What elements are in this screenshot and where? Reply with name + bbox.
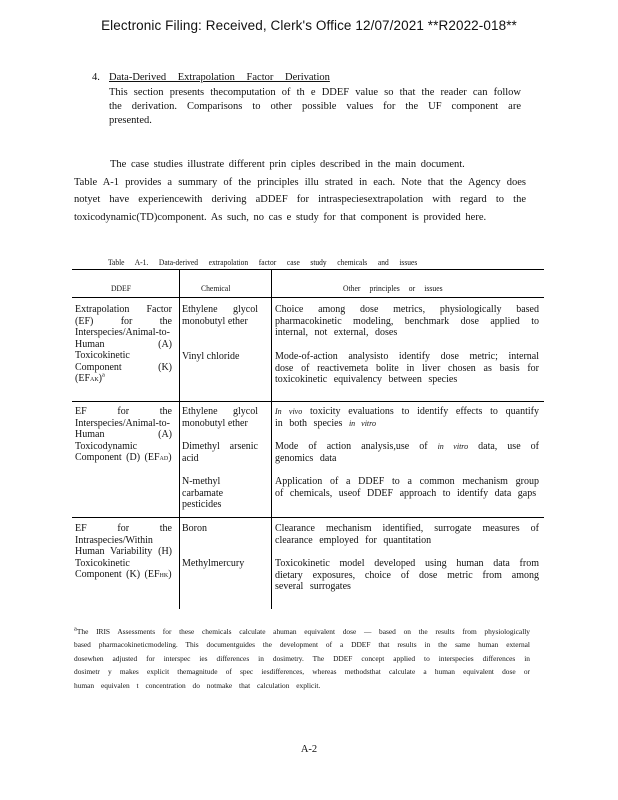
column-header-ddef: DDEF (111, 283, 131, 293)
table-cell-other: Choice among dose metrics, physiologically based pharmacokinetic modeling, benchmark dose applied to internal, not external, doses (275, 304, 539, 338)
table-cell-chemical: Ethylene glycol monobutyl ether (182, 304, 258, 327)
table-cell-ddef: EF for the Intraspecies/Within Human Variability (H) Toxicokinetic Component (K) (EFHK) (75, 523, 172, 580)
col-divider-1 (179, 270, 180, 609)
footnote-marker: a (74, 625, 77, 633)
table-cell-chemical: Methylmercury (182, 558, 245, 569)
table-top-rule (72, 269, 544, 270)
section-title: Data-Derived Extrapolation Factor Derivation (109, 72, 330, 83)
table-cell-chemical: Ethylene glycol monobutyl ether (182, 406, 258, 429)
group-rule-1 (72, 401, 544, 402)
table-caption: Table A-1. Data-derived extrapolation factor case study chemicals and issues (108, 257, 418, 267)
header-bottom-rule (72, 297, 544, 298)
page-number: A-2 (300, 744, 318, 755)
section-body: This section presents thecomputation of th e DDEF value so that the reader can follow the derivation. Comparisons to other possible values for the UF component are presented. (109, 87, 521, 126)
filing-header: Electronic Filing: Received, Clerk's Office 12/07/2021 **R2022-018** (101, 18, 517, 33)
col-divider-2 (271, 270, 272, 609)
table-cell-other: Toxicokinetic model developed using human data from dietary exposures, choice of dose metric from among several surrogates (275, 558, 539, 592)
table-cell-chemical: Dimethyl arsenic acid (182, 441, 258, 464)
group-rule-2 (72, 517, 544, 518)
table-cell-chemical: N-methyl carbamate pesticides (182, 476, 224, 510)
table-footnote (74, 625, 530, 692)
table-cell-other: In vivo toxicity evaluations to identify effects to quantify in both species in vitro (275, 406, 539, 429)
table-cell-chemical: Boron (182, 523, 207, 534)
table-cell-other: Mode of action analysis,use of in vitro data, use of genomics data (275, 441, 539, 464)
intro-first-line: The case studies illustrate different prin ciples described in the main document. (110, 159, 465, 170)
table-cell-other: Clearance mechanism identified, surrogate measures of clearance employed for quantitation (275, 523, 539, 546)
table-cell-other: Application of a DDEF to a common mechanism group of chemicals, useof DDEF approach to identify data gaps (275, 476, 539, 499)
footnote-text: The IRIS Assessments for these chemicals calculate ahuman equivalent dose — based on the results from physiologically based pharmacokineticmodeling. This documentguides the development of a DDEF that results in the same human external dosewhen adjusted for interspec ies differences in dosimetry. The DDEF concept applied to interspecies differences in dosimetr y makes explicit themagnitude of spec iesdifferences, whereas methodsthat calculate a human equivalent dose or human equivalen t concentration do notmake that calculation explicit. (74, 627, 530, 690)
table-cell-other: Mode-of-action analysisto identify dose metric; internal dose of reactivemeta bolite in liver chosen as basis for toxicokinetic equivalency between species (275, 351, 539, 385)
column-header-chemical: Chemical (201, 283, 231, 293)
table-cell-ddef: EF for the Interspecies/Animal-to-Human (A) Toxicodynamic Component (D) (EFAD) (75, 406, 172, 463)
column-header-other: Other principles or issues (343, 283, 443, 293)
intro-paragraph (74, 156, 526, 226)
table-cell-ddef: Extrapolation Factor (EF) for the Interspecies/Animal-to-Human (A) Toxicokinetic Component (K) (EFAK)$^a$ (75, 304, 172, 384)
section-number: 4. (92, 72, 100, 83)
intro-rest: Table A-1 provides a summary of the principles illu strated in each. Note that the Agency does notyet have experiencewith deriving aDDEF for intraspeciesextrapolation with regard to the toxicodynamic(TD)component. As such, no cas e study for that component is provided here. (74, 176, 526, 223)
table-cell-chemical: Vinyl chloride (182, 351, 240, 362)
section-heading (92, 72, 330, 83)
